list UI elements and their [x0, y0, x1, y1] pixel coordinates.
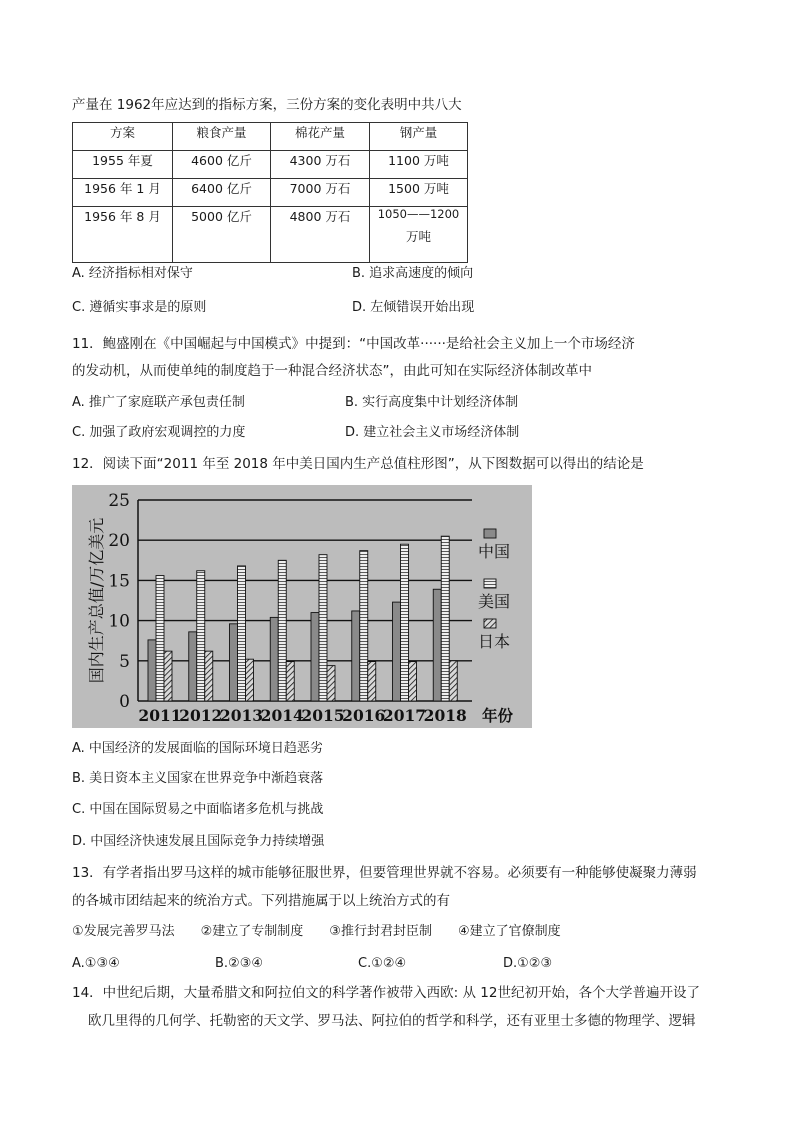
legend-swatch-japan [484, 619, 496, 628]
q14-stem-line2: 欧几里得的几何学、托勒密的天文学、罗马法、阿拉伯的哲学和科学，还有亚里士多德的物理学、逻辑 [88, 1013, 696, 1029]
steel-unit: 万吨 [405, 229, 431, 244]
legend-label-usa: 美国 [478, 592, 511, 611]
table-cell: 7000 万石 [271, 179, 370, 207]
bar-japan-2011 [164, 651, 172, 701]
q10-option-c[interactable]: C. 遵循实事求是的原则 [72, 300, 207, 315]
q13-option-b[interactable]: B.②③④ [215, 956, 264, 971]
q11-stem-line1: 11．鲍盛刚在《中国崛起与中国模式》中提到：“中国改革······是给社会主义加上一个市场经济 [72, 336, 635, 352]
bar-china-2018 [433, 589, 441, 701]
bar-usa-2017 [401, 544, 409, 701]
y-axis-label: 国内生产总值/万亿美元 [87, 517, 106, 684]
x-axis-label: 年份 [482, 707, 514, 725]
x-tick-label: 2018 [423, 706, 467, 725]
y-tick-label: 25 [108, 491, 130, 511]
q10-option-a[interactable]: A. 经济指标相对保守 [72, 266, 193, 281]
bar-china-2011 [148, 640, 156, 701]
bar-china-2013 [230, 624, 238, 701]
chart-svg [72, 485, 532, 728]
q11-stem-line2: 的发动机，从而使单纯的制度趋于一种混合经济状态”，由此可知在实际经济体制改革中 [72, 363, 592, 379]
q12-option-d[interactable]: D. 中国经济快速发展且国际竞争力持续增强 [72, 834, 325, 849]
q10-option-b[interactable]: B. 追求高速度的倾向 [352, 266, 474, 281]
q14-stem-line1: 14．中世纪后期，大量希腊文和阿拉伯文的科学著作被带入西欧: 从 12世纪初开始，各个大学普遍开设了 [72, 985, 700, 1001]
table-cell: 1955 年夏 [73, 151, 173, 179]
q13-option-a[interactable]: A.①③④ [72, 956, 120, 971]
q10-intro: 产量在 1962年应达到的指标方案，三份方案的变化表明中共八大 [72, 97, 462, 113]
bar-usa-2014 [278, 560, 286, 701]
bar-japan-2016 [368, 662, 376, 701]
bar-china-2017 [393, 602, 401, 701]
q12-option-b[interactable]: B. 美日资本主义国家在世界竞争中渐趋衰落 [72, 771, 324, 786]
x-tick-label: 2017 [382, 706, 427, 725]
table-cell: 1500 万吨 [370, 179, 468, 207]
table-row [73, 179, 468, 207]
q13-option-c[interactable]: C.①②④ [358, 956, 407, 971]
y-tick-label: 0 [119, 692, 130, 712]
table-row [73, 151, 468, 179]
table-cell: 4600 亿斤 [173, 151, 271, 179]
bar-usa-2012 [197, 571, 205, 701]
table-cell: 5000 亿斤 [173, 207, 271, 263]
table-cell: 1100 万吨 [370, 151, 468, 179]
table-header: 方案 [73, 123, 173, 151]
q13-items: ①发展完善罗马法 ②建立了专制制度 ③推行封君封臣制 ④建立了官僚制度 [72, 924, 561, 939]
table-header: 粮食产量 [173, 123, 271, 151]
q13-option-d[interactable]: D.①②③ [503, 956, 553, 971]
table-header: 棉花产量 [271, 123, 370, 151]
bar-usa-2016 [360, 551, 368, 701]
bar-japan-2013 [246, 659, 254, 701]
legend-swatch-china [484, 529, 496, 538]
bar-china-2015 [311, 613, 319, 701]
legend-label-japan: 日本 [478, 632, 511, 651]
q12-option-a[interactable]: A. 中国经济的发展面临的国际环境日趋恶劣 [72, 741, 323, 756]
bar-japan-2015 [327, 666, 335, 701]
x-tick-label: 2016 [342, 706, 386, 725]
table-cell: 1956 年 1 月 [73, 179, 173, 207]
steel-range: 1050——1200 [377, 207, 460, 221]
q10-option-d[interactable]: D. 左倾错误开始出现 [352, 300, 475, 315]
y-tick-label: 20 [108, 531, 130, 552]
table-cell [370, 207, 468, 263]
y-tick-label: 15 [108, 571, 130, 592]
bar-japan-2017 [409, 662, 417, 701]
x-tick-label: 2011 [138, 706, 182, 725]
table-cell: 6400 亿斤 [173, 179, 271, 207]
x-tick-label: 2012 [179, 706, 223, 725]
q13-stem-line2: 的各城市团结起来的统治方式。下列措施属于以上统治方式的有 [72, 893, 450, 909]
bar-usa-2013 [238, 566, 246, 701]
table-cell: 1956 年 8 月 [73, 207, 173, 263]
x-tick-label: 2014 [260, 706, 304, 725]
y-tick-label: 10 [108, 611, 130, 632]
bar-japan-2018 [449, 661, 457, 701]
q12-option-c[interactable]: C. 中国在国际贸易之中面临诸多危机与挑战 [72, 802, 324, 817]
table-header: 钢产量 [370, 123, 468, 151]
gdp-bar-chart [72, 485, 532, 728]
legend-swatch-usa [484, 579, 496, 588]
legend-label-china: 中国 [478, 542, 511, 561]
table-row [73, 207, 468, 263]
bar-china-2012 [189, 632, 197, 701]
x-tick-label: 2013 [219, 706, 264, 725]
q11-option-c[interactable]: C. 加强了政府宏观调控的力度 [72, 425, 246, 440]
plan-table [72, 122, 468, 263]
q12-stem: 12．阅读下面“2011 年至 2018 年中美日国内生产总值柱形图”，从下图数据可以得出的结论是 [72, 456, 644, 472]
bar-japan-2012 [205, 651, 213, 701]
q11-option-b[interactable]: B. 实行高度集中计划经济体制 [345, 395, 519, 410]
bar-usa-2018 [441, 536, 449, 701]
x-tick-label: 2015 [301, 706, 345, 725]
table-cell: 4300 万石 [271, 151, 370, 179]
table-cell: 4800 万石 [271, 207, 370, 263]
q13-stem-line1: 13．有学者指出罗马这样的城市能够征服世界，但要管理世界就不容易。必须要有一种能够使凝聚力薄弱 [72, 865, 697, 881]
bar-china-2014 [270, 617, 278, 701]
y-tick-label: 5 [119, 651, 130, 672]
bar-usa-2015 [319, 555, 327, 701]
bar-china-2016 [352, 611, 360, 701]
table-header-row [73, 123, 468, 151]
q11-option-d[interactable]: D. 建立社会主义市场经济体制 [345, 425, 520, 440]
bar-japan-2014 [286, 662, 294, 701]
bar-usa-2011 [156, 576, 164, 701]
q11-option-a[interactable]: A. 推广了家庭联产承包责任制 [72, 395, 245, 410]
